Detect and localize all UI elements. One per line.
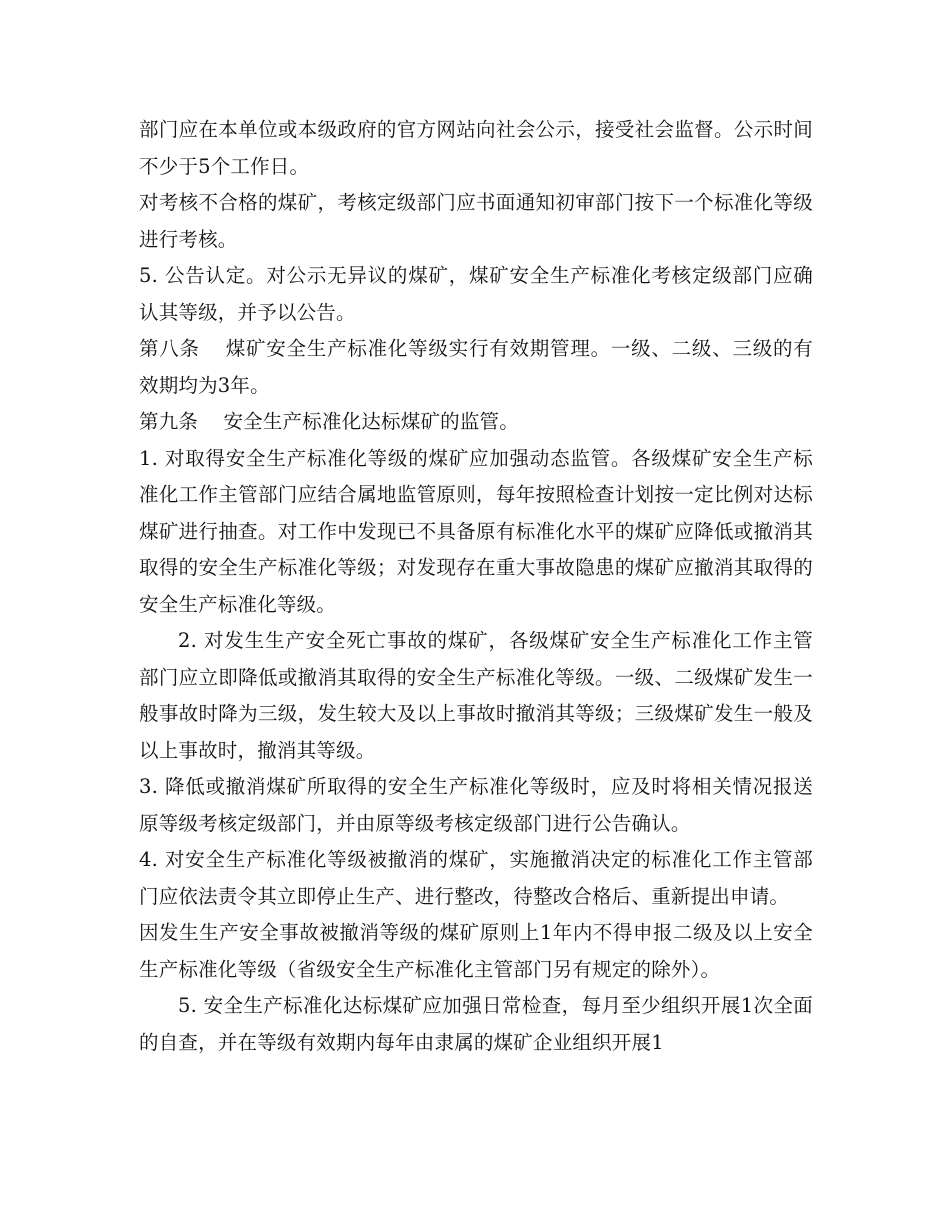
item-1-dynamic-supervision: 1. 对取得安全生产标准化等级的煤矿应加强动态监管。各级煤矿安全生产标准化工作主管部门应结合属地监管原则，每年按照检查计划按一定比例对达标煤矿进行抽查。对工作中发现已不具备原有标准化水平的煤矿应降低或撤消其取得的安全生产标准化等级；对发现存在重大事故隐患的煤矿应撤消其取得的安全生产标准化等级。 (139, 446, 813, 616)
item-5-daily-inspection: 5. 安全生产标准化达标煤矿应加强日常检查，每月至少组织开展1次全面的自查，并在等级有效期内每年由隶属的煤矿企业组织开展1 (139, 994, 813, 1054)
article-8-label: 第八条 (139, 337, 200, 360)
paragraph-unqualified: 对考核不合格的煤矿，考核定级部门应书面通知初审部门按下一个标准化等级进行考核。 (139, 191, 813, 251)
document-body (139, 112, 813, 1061)
paragraph-reapply-restriction: 因发生生产安全事故被撤消等级的煤矿原则上1年内不得申报二级及以上安全生产标准化等级（省级安全生产标准化主管部门另有规定的除外）。 (139, 921, 813, 981)
article-9-text: 安全生产标准化达标煤矿的监管。 (223, 410, 519, 433)
article-9 (139, 404, 813, 441)
paragraph-announcement: 5. 公告认定。对公示无异议的煤矿，煤矿安全生产标准化考核定级部门应确认其等级，并予以公告。 (139, 264, 813, 324)
item-3-report: 3. 降低或撤消煤矿所取得的安全生产标准化等级时，应及时将相关情况报送原等级考核定级部门，并由原等级考核定级部门进行公告确认。 (139, 775, 813, 835)
article-9-label: 第九条 (139, 410, 199, 433)
article-8 (139, 331, 813, 404)
article-8-text: 煤矿安全生产标准化等级实行有效期管理。一级、二级、三级的有效期均为3年。 (139, 337, 813, 397)
item-4-rectification: 4. 对安全生产标准化等级被撤消的煤矿，实施撤消决定的标准化工作主管部门应依法责令其立即停止生产、进行整改，待整改合格后、重新提出申请。 (139, 848, 813, 908)
item-2-accident-downgrade: 2. 对发生生产安全死亡事故的煤矿，各级煤矿安全生产标准化工作主管部门应立即降低或撤消其取得的安全生产标准化等级。一级、二级煤矿发生一般事故时降为三级，发生较大及以上事故时撤消其等级；三级煤矿发生一般及以上事故时，撤消其等级。 (139, 629, 813, 762)
paragraph-public-notice: 部门应在本单位或本级政府的官方网站向社会公示，接受社会监督。公示时间不少于5个工作日。 (139, 118, 813, 178)
